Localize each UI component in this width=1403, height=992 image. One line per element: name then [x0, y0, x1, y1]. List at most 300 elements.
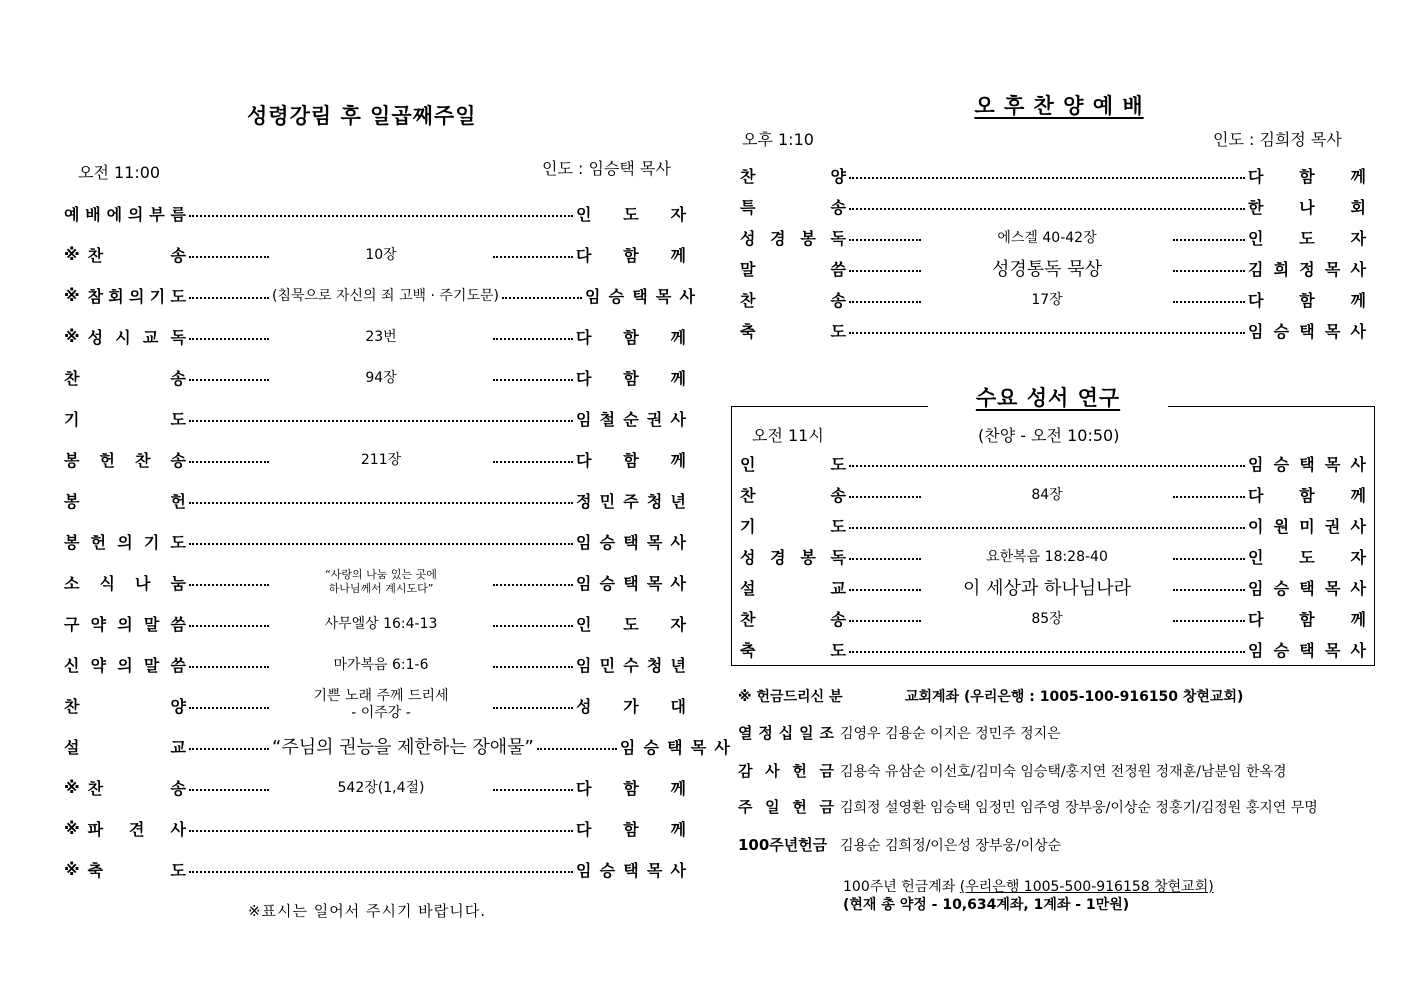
- offering-group-names: 김용순 김희정/이은성 장부웅/이상순: [840, 838, 1062, 854]
- label-char: 송: [170, 450, 186, 470]
- stand-mark: ※: [64, 818, 80, 838]
- dot-leader: [1173, 620, 1245, 622]
- person-char: 임: [576, 655, 592, 675]
- person-char: 승: [643, 737, 659, 757]
- person-char: 회: [1350, 197, 1366, 217]
- program-row: [740, 450, 1366, 476]
- label-char: 찬: [87, 778, 104, 798]
- dot-leader: [189, 789, 269, 791]
- label-char: 찬: [740, 166, 756, 186]
- person-char: 자: [1350, 547, 1366, 567]
- program-row-detail: 84장: [1031, 487, 1063, 503]
- program-row-person: [576, 858, 686, 881]
- program-row-detail: “주님의 권능을 제한하는 장애물”: [272, 737, 534, 758]
- program-row: [64, 487, 686, 513]
- person-char: 사: [1350, 454, 1366, 474]
- program-row: [740, 162, 1366, 188]
- person-char: 임: [576, 409, 592, 429]
- person-char: 김: [1248, 259, 1264, 279]
- program-row-label: [64, 776, 186, 799]
- label-char: 헌: [99, 450, 115, 470]
- label-char: 찬: [740, 485, 756, 505]
- person-char: 사: [670, 409, 686, 429]
- dot-leader: [189, 543, 573, 545]
- dot-leader: [537, 748, 617, 750]
- offering-label-char: 감: [738, 762, 753, 780]
- dot-leader: [493, 379, 573, 381]
- program-row-label: [740, 319, 846, 342]
- program-row-person: [1248, 514, 1366, 537]
- label-char: 헌: [90, 532, 107, 552]
- program-row-label: [740, 288, 846, 311]
- person-char: 택: [1299, 640, 1315, 660]
- person-char: 께: [670, 450, 686, 470]
- program-row-person: [1248, 638, 1366, 661]
- person-char: 임: [576, 532, 592, 552]
- label-char: 구: [64, 614, 80, 634]
- person-char: 사: [1350, 259, 1366, 279]
- program-row-detail: 17장: [1031, 292, 1063, 308]
- program-row: [740, 605, 1366, 631]
- person-char: 목: [690, 737, 707, 757]
- program-row-detail: 요한복음 18:28-40: [986, 549, 1108, 565]
- person-char: 도: [1299, 547, 1315, 567]
- label-char: 설: [64, 737, 80, 757]
- dot-leader: [189, 420, 573, 422]
- person-char: 가: [623, 696, 639, 716]
- label-char: 도: [830, 321, 846, 341]
- program-row: [64, 282, 695, 308]
- detail-line-1: “사랑의 나눔 있는 곳에: [325, 568, 437, 581]
- person-char: 승: [599, 573, 616, 593]
- stand-mark: ※: [64, 326, 80, 346]
- program-row: [740, 636, 1366, 662]
- person-char: 인: [1248, 547, 1264, 567]
- label-char: 도: [170, 532, 186, 552]
- program-row: [64, 569, 686, 595]
- person-char: 다: [576, 778, 592, 798]
- label-char: 교: [170, 737, 186, 757]
- person-char: 사: [1350, 640, 1366, 660]
- person-char: 인: [576, 204, 592, 224]
- label-char: 봉: [64, 491, 80, 511]
- dot-leader: [493, 707, 573, 709]
- person-char: 철: [599, 409, 616, 429]
- program-row-person: [1248, 226, 1366, 249]
- dot-leader: [849, 651, 1245, 653]
- offering-label-char: 금: [819, 762, 834, 780]
- label-char: 찬: [740, 609, 756, 629]
- program-row: [64, 856, 686, 882]
- label-char: 도: [170, 409, 186, 429]
- person-char: 사: [670, 573, 686, 593]
- dot-leader: [189, 830, 573, 832]
- label-char: 송: [830, 197, 846, 217]
- detail-line-1: 기쁜 노래 주께 드리세: [313, 688, 449, 704]
- program-row-person: [1248, 483, 1366, 506]
- offering-header-right: 교회계좌 (우리은행 : 1005-100-916150 창현교회): [904, 689, 1244, 705]
- left-time: 오전 11:00: [78, 163, 161, 182]
- person-char: 사: [670, 532, 686, 552]
- program-row-person: [576, 571, 686, 594]
- dot-leader: [493, 256, 573, 258]
- person-char: 께: [1350, 485, 1366, 505]
- program-row-person: [576, 366, 686, 389]
- program-row-label: [740, 164, 846, 187]
- label-char: 회: [108, 286, 124, 306]
- person-char: 택: [667, 737, 683, 757]
- dot-leader: [189, 707, 269, 709]
- person-char: 목: [1324, 640, 1341, 660]
- label-char: 교: [142, 327, 159, 347]
- person-char: 나: [1299, 197, 1315, 217]
- person-char: 목: [1324, 321, 1341, 341]
- dot-leader: [189, 666, 269, 668]
- label-char: 양: [830, 166, 846, 186]
- label-char: 말: [740, 259, 756, 279]
- program-row-label: [740, 452, 846, 475]
- label-char: 참: [87, 286, 104, 306]
- label-char: 송: [170, 245, 186, 265]
- program-row-detail: [272, 568, 490, 596]
- label-text: [88, 817, 186, 840]
- program-row: [740, 193, 1366, 219]
- wednesday-time: 오전 11시: [752, 426, 824, 445]
- program-row: [64, 733, 730, 759]
- program-row: [64, 651, 686, 677]
- label-char: 봉: [800, 547, 816, 567]
- program-row-label: [64, 653, 186, 676]
- program-row-detail: (침묵으로 자신의 죄 고백 · 주기도문): [272, 288, 499, 304]
- dot-leader: [189, 748, 269, 750]
- program-row-label: [740, 514, 846, 537]
- program-row: [740, 481, 1366, 507]
- person-char: 원: [1273, 516, 1290, 536]
- program-row-person: [576, 243, 686, 266]
- person-char: 승: [599, 532, 616, 552]
- program-row-detail: 이 세상과 하나님나라: [963, 578, 1131, 599]
- person-char: 택: [1299, 578, 1315, 598]
- dot-leader: [849, 465, 1245, 467]
- dot-leader: [493, 461, 573, 463]
- person-char: 께: [670, 819, 686, 839]
- program-row-person: [1248, 257, 1366, 280]
- label-char: 경: [770, 547, 786, 567]
- dot-leader: [1173, 270, 1245, 272]
- person-char: 년: [670, 491, 686, 511]
- left-title: 성령강림 후 일곱째주일: [247, 104, 477, 128]
- program-row-person: [620, 735, 730, 758]
- dot-leader: [493, 666, 573, 668]
- afternoon-time: 오후 1:10: [742, 130, 814, 149]
- program-row: [64, 241, 686, 267]
- label-text: [88, 858, 186, 881]
- program-row-label: [64, 530, 186, 553]
- person-char: 함: [623, 327, 639, 347]
- label-char: 견: [129, 819, 145, 839]
- dot-leader: [493, 338, 573, 340]
- label-char: 나: [135, 573, 151, 593]
- person-char: 함: [623, 368, 639, 388]
- label-char: 독: [170, 327, 186, 347]
- label-char: 경: [770, 228, 786, 248]
- label-char: 소: [64, 573, 80, 593]
- program-row: [740, 543, 1366, 569]
- person-char: 함: [623, 450, 639, 470]
- dot-leader: [1173, 589, 1245, 591]
- label-char: 말: [143, 655, 160, 675]
- person-char: 께: [670, 327, 686, 347]
- dot-leader: [493, 584, 573, 586]
- program-row-label: [740, 195, 846, 218]
- left-leader: 인도 : 임승택 목사: [542, 159, 671, 178]
- label-char: 찬: [87, 245, 104, 265]
- dot-leader: [189, 461, 269, 463]
- offering-group-label: [738, 796, 834, 817]
- program-row: [64, 528, 686, 554]
- person-char: 께: [670, 245, 686, 265]
- program-row-label: [64, 817, 186, 840]
- program-row-person: [576, 202, 686, 225]
- person-char: 함: [623, 819, 639, 839]
- program-row-label: [64, 448, 186, 471]
- offering-group: [738, 722, 1061, 743]
- dot-leader: [189, 502, 573, 504]
- person-char: 택: [1299, 321, 1315, 341]
- label-char: 축: [87, 860, 104, 880]
- person-char: 목: [1324, 259, 1341, 279]
- person-char: 이: [1248, 516, 1264, 536]
- stand-mark: ※: [64, 244, 80, 264]
- offering-label-char: 주: [738, 798, 753, 816]
- program-row-label: [64, 858, 186, 881]
- program-row: [64, 774, 686, 800]
- person-char: 목: [1324, 454, 1341, 474]
- afternoon-leader: 인도 : 김희정 목사: [1213, 130, 1342, 149]
- person-char: 택: [1299, 454, 1315, 474]
- person-char: 함: [623, 245, 639, 265]
- person-char: 함: [1299, 290, 1315, 310]
- program-row-person: [576, 530, 686, 553]
- offering-group-names: 김용숙 유삼순 이선호/김미숙 임승택/홍지연 전정원 정재훈/남분임 한옥경: [840, 764, 1287, 780]
- person-char: 자: [670, 204, 686, 224]
- person-char: 함: [1299, 609, 1315, 629]
- program-row-label: [64, 284, 186, 307]
- label-char: 봉: [64, 450, 80, 470]
- program-row-detail: 542장(1,4절): [337, 780, 425, 796]
- dot-leader: [189, 584, 269, 586]
- person-char: 께: [1350, 609, 1366, 629]
- program-row: [740, 574, 1366, 600]
- offering-group: [738, 834, 1061, 855]
- dot-leader: [1173, 301, 1245, 303]
- person-char: 희: [1273, 259, 1290, 279]
- person-char: 다: [1248, 485, 1264, 505]
- person-char: 도: [623, 614, 639, 634]
- person-char: 승: [1273, 321, 1290, 341]
- label-char: 설: [740, 578, 756, 598]
- program-row-label: [64, 694, 186, 717]
- person-char: 다: [576, 819, 592, 839]
- offering-account-main: (우리은행 1005-500-916158 창현교회): [959, 879, 1214, 895]
- program-row-label: [64, 735, 186, 758]
- program-row-person: [576, 653, 686, 676]
- person-char: 임: [619, 737, 636, 757]
- dot-leader: [849, 301, 921, 303]
- program-row-person: [585, 284, 695, 307]
- offering-label-char: 일: [765, 798, 780, 816]
- person-char: 인: [1248, 228, 1264, 248]
- person-char: 승: [1273, 640, 1290, 660]
- offering-group-label: [738, 760, 834, 781]
- program-row-detail: 마가복음 6:1-6: [333, 657, 429, 673]
- detail-line-2: - 이주강 -: [351, 705, 411, 721]
- label-char: 독: [830, 228, 846, 248]
- person-char: 택: [623, 532, 639, 552]
- person-char: 사: [670, 860, 686, 880]
- label-char: 찬: [740, 290, 756, 310]
- program-row: [740, 286, 1366, 312]
- label-char: 시: [115, 327, 131, 347]
- person-char: 임: [584, 286, 601, 306]
- program-row-person: [576, 817, 686, 840]
- program-row-person: [576, 489, 686, 512]
- left-footnote: ※표시는 일어서 주시기 바랍니다.: [248, 902, 487, 920]
- person-char: 승: [599, 860, 616, 880]
- program-row-person: [1248, 452, 1366, 475]
- person-char: 자: [1350, 228, 1366, 248]
- program-row: [64, 405, 686, 431]
- program-row-label: [740, 545, 846, 568]
- label-char: 말: [143, 614, 160, 634]
- person-char: 주: [623, 491, 639, 511]
- program-row-label: [740, 638, 846, 661]
- program-row-label: [64, 243, 186, 266]
- label-char: 교: [830, 578, 846, 598]
- label-char: 성: [87, 327, 104, 347]
- person-char: 사: [1350, 321, 1366, 341]
- person-char: 께: [1350, 290, 1366, 310]
- label-char: 예: [64, 204, 80, 224]
- program-row: [740, 224, 1366, 250]
- person-char: 권: [646, 409, 663, 429]
- program-row: [740, 255, 1366, 281]
- offering-label-char: 열: [738, 724, 753, 742]
- program-row-label: [740, 576, 846, 599]
- person-char: 임: [576, 573, 592, 593]
- person-char: 다: [1248, 290, 1264, 310]
- afternoon-title: 오 후 찬 양 예 배: [974, 94, 1144, 118]
- dot-leader: [1173, 239, 1245, 241]
- label-char: 독: [830, 547, 846, 567]
- stand-mark: ※: [64, 777, 80, 797]
- label-text: [88, 284, 186, 307]
- person-char: 께: [670, 778, 686, 798]
- program-row-label: [64, 366, 186, 389]
- person-char: 함: [1299, 166, 1315, 186]
- person-char: 목: [646, 860, 663, 880]
- label-char: 약: [90, 655, 107, 675]
- dot-leader: [1173, 558, 1245, 560]
- person-char: 정: [576, 491, 592, 511]
- person-char: 정: [1299, 259, 1315, 279]
- label-char: 송: [170, 368, 186, 388]
- dot-leader: [189, 256, 269, 258]
- person-char: 대: [670, 696, 686, 716]
- label-char: 기: [740, 516, 756, 536]
- label-char: 파: [87, 819, 104, 839]
- offering-label-char: 헌: [792, 798, 807, 816]
- label-char: 기: [64, 409, 80, 429]
- program-row-person: [576, 694, 686, 717]
- person-char: 승: [1273, 578, 1290, 598]
- program-row-label: [64, 407, 186, 430]
- label-text: [88, 243, 186, 266]
- program-row-person: [1248, 288, 1366, 311]
- dot-leader: [849, 527, 1245, 529]
- label-char: 봉: [800, 228, 816, 248]
- dot-leader: [1173, 496, 1245, 498]
- label-char: 눔: [170, 573, 186, 593]
- person-char: 택: [632, 286, 648, 306]
- person-char: 도: [623, 204, 639, 224]
- dot-leader: [849, 620, 921, 622]
- offering-account-prefix: 100주년 헌금계좌: [843, 879, 956, 895]
- program-row-person: [1248, 545, 1366, 568]
- person-char: 사: [679, 286, 695, 306]
- person-char: 승: [608, 286, 625, 306]
- program-row-person: [1248, 195, 1366, 218]
- person-char: 다: [576, 368, 592, 388]
- person-char: 한: [1248, 197, 1264, 217]
- offering-account: [843, 876, 1214, 896]
- program-row-label: [64, 612, 186, 635]
- program-row-person: [576, 776, 686, 799]
- person-char: 임: [1248, 321, 1264, 341]
- person-char: 성: [576, 696, 592, 716]
- offering-label-char: 헌: [792, 762, 807, 780]
- label-char: 신: [64, 655, 80, 675]
- dot-leader: [189, 625, 269, 627]
- label-char: 헌: [170, 491, 186, 511]
- program-row: [64, 610, 686, 636]
- person-char: 순: [623, 409, 639, 429]
- label-char: 도: [830, 640, 846, 660]
- label-char: 송: [830, 609, 846, 629]
- person-char: 께: [1350, 166, 1366, 186]
- wednesday-note: (찬양 - 오전 10:50): [978, 426, 1120, 445]
- person-char: 임: [576, 860, 592, 880]
- stand-mark: ※: [64, 859, 80, 879]
- program-row-label: [64, 202, 186, 225]
- program-row-label: [64, 489, 186, 512]
- program-row: [64, 815, 686, 841]
- dot-leader: [189, 215, 573, 217]
- program-row-person: [1248, 164, 1366, 187]
- label-char: 의: [117, 532, 133, 552]
- person-char: 임: [1248, 578, 1264, 598]
- person-char: 사: [1350, 516, 1366, 536]
- label-char: 송: [830, 485, 846, 505]
- program-row-label: [64, 571, 186, 594]
- program-row: [64, 364, 686, 390]
- offering-header: [738, 686, 1243, 706]
- label-char: 씀: [170, 655, 186, 675]
- label-char: 성: [740, 228, 756, 248]
- person-char: 다: [1248, 166, 1264, 186]
- person-char: 목: [655, 286, 672, 306]
- program-row-detail: 85장: [1031, 611, 1063, 627]
